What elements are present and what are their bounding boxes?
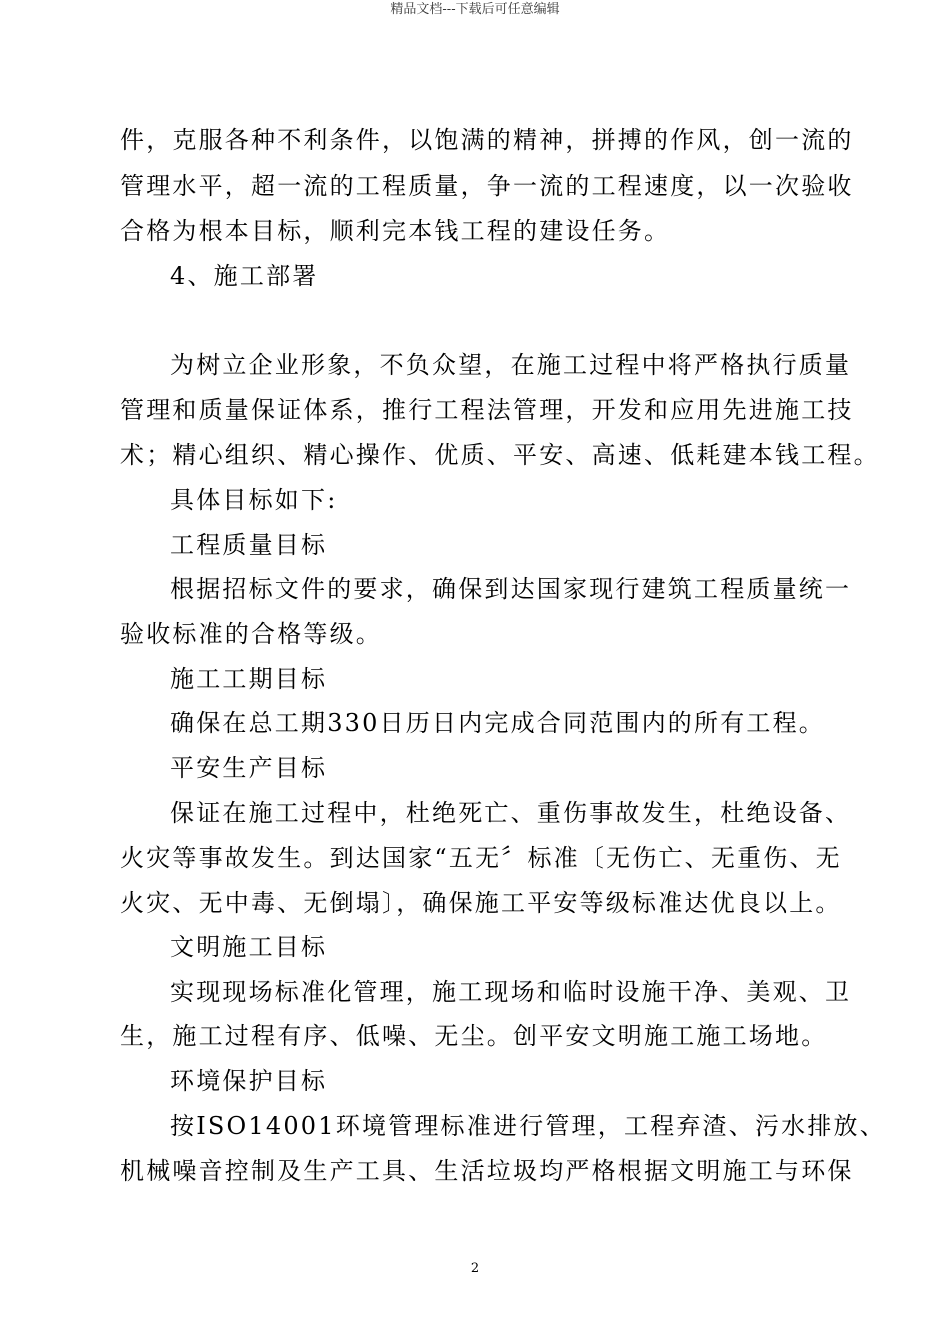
- body-line: 具体目标如下:: [170, 486, 338, 514]
- section-heading: 4、施工部署: [170, 262, 319, 290]
- body-line: 管理和质量保证体系，推行工程法管理，开发和应用先进施工技: [120, 396, 854, 424]
- body-line: 火灾等事故发生。到达国家“五无〞标准〔无伤亡、无重伤、无: [120, 844, 842, 872]
- body-line: 术；精心组织、精心操作、优质、平安、高速、低耗建本钱工程。: [120, 441, 880, 469]
- body-line: 按ISO14001环境管理标准进行管理，工程弃渣、污水排放、: [170, 1112, 886, 1140]
- body-line: 机械噪音控制及生产工具、生活垃圾均严格根据文明施工与环保: [120, 1157, 854, 1185]
- body-line: 生，施工过程有序、低噪、无尘。创平安文明施工施工场地。: [120, 1022, 828, 1050]
- body-line: 为树立企业形象，不负众望，在施工过程中将严格执行质量: [170, 351, 852, 379]
- body-line: 件，克服各种不利条件，以饱满的精神，拼搏的作风，创一流的: [120, 126, 854, 154]
- body-line: 保证在施工过程中，杜绝死亡、重伤事故发生，杜绝设备、: [170, 799, 852, 827]
- subsection-heading: 施工工期目标: [170, 665, 328, 693]
- body-line: 验收标准的合格等级。: [120, 620, 382, 648]
- subsection-heading: 平安生产目标: [170, 754, 328, 782]
- body-line: 火灾、无中毒、无倒塌〕，确保施工平安等级标准达优良以上。: [120, 889, 842, 917]
- subsection-heading: 文明施工目标: [170, 933, 328, 961]
- subsection-heading: 工程质量目标: [170, 531, 328, 559]
- page-header: 精品文档---下载后可任意编辑: [390, 2, 560, 17]
- body-line: 管理水平，超一流的工程质量，争一流的工程速度，以一次验收: [120, 172, 854, 200]
- body-line: 确保在总工期330日历日内完成合同范围内的所有工程。: [170, 709, 826, 737]
- subsection-heading: 环境保护目标: [170, 1067, 328, 1095]
- page-number: 2: [470, 1261, 480, 1276]
- body-line: 根据招标文件的要求，确保到达国家现行建筑工程质量统一: [170, 575, 852, 603]
- body-line: 合格为根本目标，顺利完本钱工程的建设任务。: [120, 217, 671, 245]
- body-line: 实现现场标准化管理，施工现场和临时设施干净、美观、卫: [170, 978, 852, 1006]
